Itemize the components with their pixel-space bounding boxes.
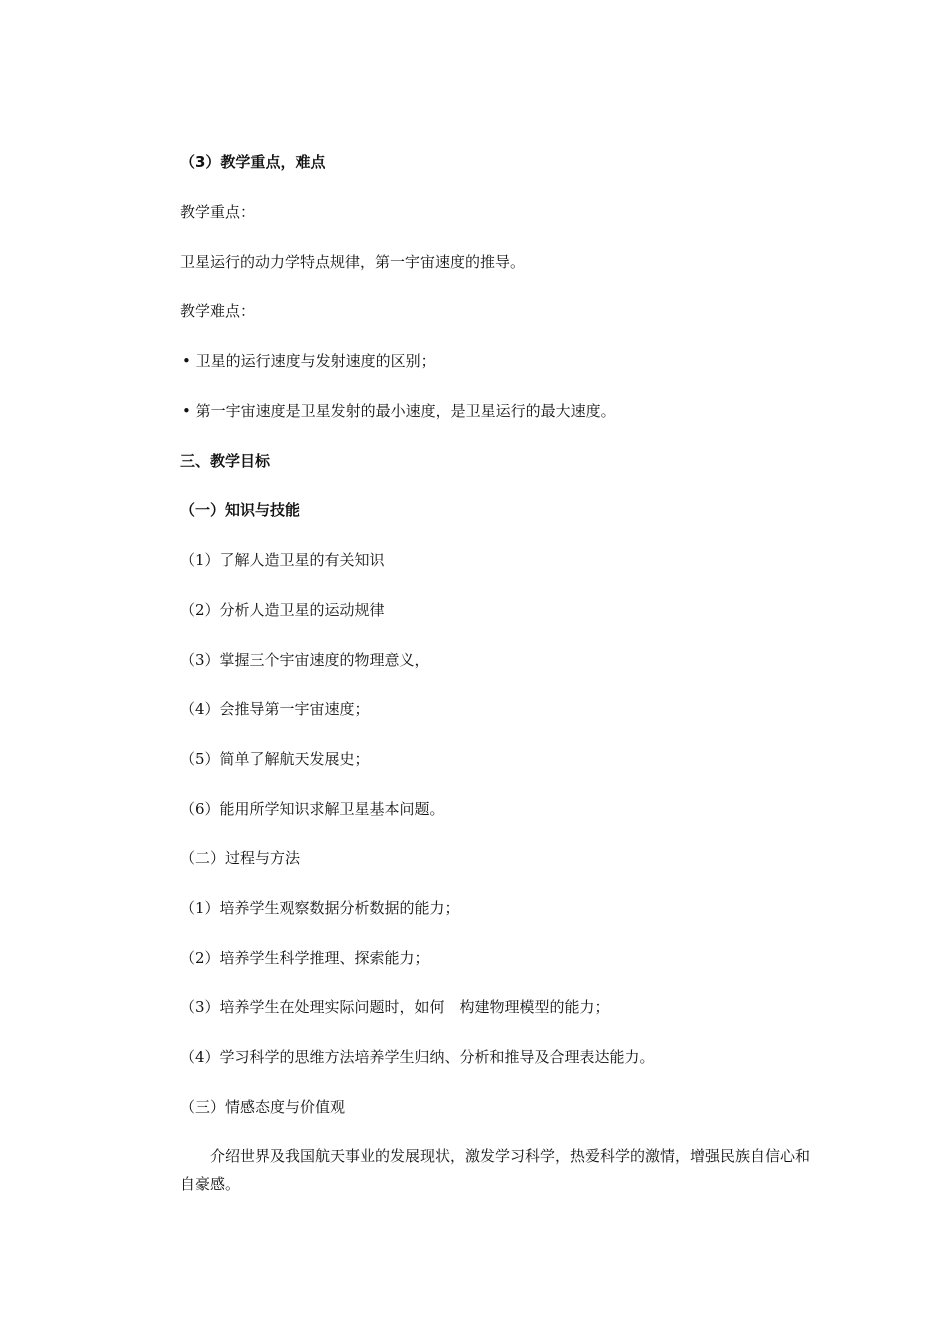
heading-key-points: （3）教学重点，难点 <box>180 153 326 171</box>
key-point-label: 教学重点： <box>180 203 256 221</box>
emotion-paragraph: 介绍世界及我国航天事业的发展现状，激发学习科学，热爱科学的激情，增强民族自信心和自豪感。 <box>180 1147 811 1193</box>
process-heading: （二）过程与方法 <box>180 849 301 867</box>
difficulty-label: 教学难点： <box>180 302 256 320</box>
section-objectives-heading: 三、教学目标 <box>180 452 271 470</box>
knowledge-item: （1）了解人造卫星的有关知识 <box>180 551 385 569</box>
knowledge-item: （5）简单了解航天发展史； <box>180 750 370 768</box>
knowledge-item: （3）掌握三个宇宙速度的物理意义， <box>180 651 430 669</box>
emotion-heading: （三）情感态度与价值观 <box>180 1098 346 1116</box>
difficulty-item: • 第一宇宙速度是卫星发射的最小速度，是卫星运行的最大速度。 <box>182 402 616 420</box>
knowledge-heading: （一）知识与技能 <box>180 501 301 519</box>
knowledge-item: （2）分析人造卫星的运动规律 <box>180 601 385 619</box>
knowledge-item: （6）能用所学知识求解卫星基本问题。 <box>180 800 445 818</box>
process-item: （4）学习科学的思维方法培养学生归纳、分析和推导及合理表达能力。 <box>180 1048 655 1066</box>
key-point-text: 卫星运行的动力学特点规律，第一宇宙速度的推导。 <box>180 253 526 271</box>
process-item: （3）培养学生在处理实际问题时，如何 构建物理模型的能力； <box>180 998 610 1016</box>
difficulty-item: • 卫星的运行速度与发射速度的区别； <box>182 352 436 370</box>
knowledge-item: （4）会推导第一宇宙速度； <box>180 700 370 718</box>
process-item: （1）培养学生观察数据分析数据的能力； <box>180 899 460 917</box>
process-item: （2）培养学生科学推理、探索能力； <box>180 949 430 967</box>
